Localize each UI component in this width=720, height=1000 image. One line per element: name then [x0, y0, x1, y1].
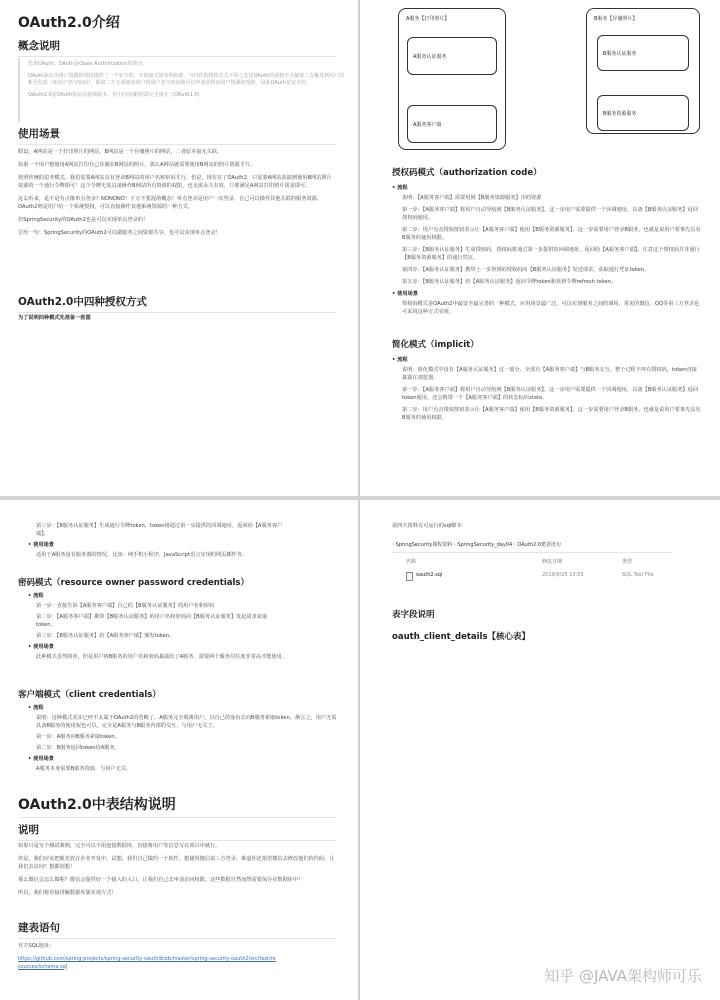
service-a-label: A服务【打印照片】 [406, 16, 450, 22]
field-heading: 表字段说明 [392, 610, 435, 620]
step-line: 说明：【A服务客户端】需要用到【B服务资源服务】中的资源 [402, 195, 542, 201]
document-page-1 [0, 0, 356, 492]
quote-line: OAuth协议为用户资源的授权提供了一个安全的、开放而又简易的标准。与以往的授权方式不同之处是OAuth的授权不会使第三方触及到用户的帐号信息（如用户名与密码），即第三方无需使用用户的用户名与密码就可以申请获得该用户资源的授权，因此OAuth是安全的。 [28, 72, 345, 86]
paragraph: 但SpringSecurity的OAuth2也是可以实现单点登录的！ [18, 217, 149, 223]
modes-note: 为了说明四种模式先准备一张图 [18, 315, 91, 321]
breadcrumb-item[interactable]: OAuth2.0建表语句 [517, 542, 561, 548]
sql-label: 官方SQL地址： [18, 943, 55, 949]
breadcrumb-separator-icon: › [392, 542, 394, 548]
flow-label: 流程 [33, 593, 44, 599]
file-type: SQL Text File [622, 572, 654, 578]
sql-file-icon [406, 572, 413, 581]
column-name[interactable]: 名称 [406, 559, 417, 565]
client-section [28, 704, 338, 773]
b-auth-box [597, 35, 689, 71]
implicit-heading: 简化模式（implicit） [392, 340, 479, 350]
flow-label: 流程 [33, 705, 44, 711]
implicit-usage: 适用于A服务没有服务器的情况。比如：纯手机小程序，JavaScript语言实现的网页插件等。 [36, 552, 248, 558]
sql-link[interactable]: https://github.com/spring-projects/spring-security-oauth/blob/master/spring-security-oauth2/src/test/resources/schema.sql [18, 956, 276, 970]
b-auth-label: B服务认证服务 [603, 51, 637, 57]
usage-bullet: • 使用场景 [392, 291, 418, 297]
page-divider-horizontal [0, 496, 720, 500]
authcode-section [392, 184, 702, 316]
usage-label: 使用场景 [33, 644, 54, 650]
authcode-heading: 授权码模式（authorization code） [392, 168, 542, 178]
authcode-usage: 授权码模式是OAuth2中最安全最完善的一种模式，应用场景最广泛，可以实现服务之间的调用，常见的微信、QQ等第三方登录也可采用这种方式实现。 [402, 301, 700, 315]
client-details-heading: oauth_client_details【核心表】 [392, 632, 531, 642]
step-line: 第四步：【A服务认证服务】携带上一步得到的授权码向【B服务认证服务】发送请求，获取通行凭证token。 [402, 267, 650, 273]
service-b-label: B服务【存储照片】 [594, 16, 638, 22]
file-name: oauth2.sql [416, 572, 443, 578]
a-auth-label: A服务认证服务 [413, 54, 447, 60]
usage-section [18, 148, 336, 237]
breadcrumb-item[interactable]: SpringSecurity课程资料 [395, 542, 453, 548]
paragraph: 按照传统的思考模式，我们需要A网站具有登录B网站的用户名和密码才行，但是，现在有了OAuth2，只需要A网站获取到使用B网站照片资源的一个通行令牌即可！这个令牌无需具备操作B网站所有资源的权限，也无需永久有效，只要满足A网站打印照片需求即可。 [18, 175, 332, 189]
b-resource-label: B服务资源服务 [603, 111, 637, 117]
paragraph: 总结一句：SpringSecurity的OAuth2可以做服务之间资源共享，也可以实现单点登录！ [18, 230, 221, 236]
sql-intro: 第四天资料有可运行的sql脚本： [392, 523, 467, 529]
step-line: 第二步：用户点击授权按钮表示让【A服务客户端】使用【B服务资源服务】，这一步需要用户登录B服务，也就是说用户要事先具有B服务的使用权限。 [402, 227, 701, 241]
flow-label: 流程 [397, 357, 408, 363]
client-heading: 客户端模式（client credentials） [18, 690, 161, 700]
flow-bullet: • 流程 [392, 185, 408, 191]
step-line: token。 [36, 622, 56, 628]
step-line: 端】。 [36, 531, 49, 537]
usage-label: 使用场景 [33, 542, 54, 548]
usage-label: 使用场景 [397, 291, 418, 297]
document-page-4 [362, 502, 720, 1000]
desc-section [18, 842, 336, 897]
flow-bullet: • 流程 [392, 357, 408, 363]
b-resource-box [597, 95, 689, 131]
implicit-continued [28, 522, 336, 559]
column-type[interactable]: 类型 [622, 559, 633, 565]
file-row[interactable] [392, 570, 672, 582]
column-date[interactable]: 修改日期 [542, 559, 563, 565]
step-line: 第二步：【A服务客户端】携带【B服务认证服务】的用户名和密码向【B服务认证服务】发起请求获取 [36, 614, 268, 620]
paragraph: 假设，A网站是一个打印照片的网站，B网站是一个存储照片的网站，二者原本毫无关联。 [18, 149, 223, 155]
paragraph: 那么微信会怎么做呢？微信会提供好一个接入的入口，让我们自己去申请访问权限。这些数据自然而然需要保存在数据库中！ [18, 877, 304, 883]
breadcrumb-separator-icon: › [453, 542, 456, 548]
step-line: 说明：简化模式中没有【A服务认证服务】这一部分，全部有【A服务客户端】与B服务交互，整个过程不再有授权码，token直接暴露在浏览器。 [402, 367, 697, 381]
a-client-label: A服务客户端 [413, 122, 442, 128]
document-page-2 [362, 0, 720, 492]
step-line: 第一步：直接告诉【A服务客户端】自己的【B服务认证服务】的用户名和密码 [36, 603, 215, 609]
step-line: 第二步：B服务返回token给A服务。 [36, 745, 120, 751]
desc-heading: 说明 [18, 822, 336, 841]
service-b-box [586, 8, 700, 134]
step-line: 说明：这种模式其实已经不太属于OAuth2的范畴了。A服务完全脱离用户，以自己的身份去向B服务索取token。换言之，用户无需具备B服务的使用权也可以。完全是A服务与B服务内部的交互，与用户无关了。 [36, 715, 337, 729]
step-line: 第一步：【A服务客户端】将用户自动导航到【B服务认证服务】，这一步用户需要提供一个回调地址，以备【B服务认证服务】返回授权码使用。 [402, 207, 698, 221]
password-section [28, 592, 338, 661]
a-client-box [407, 105, 497, 143]
step-line: 第五步：【B服务认证服务】给【A服务认证服务】返回令牌token和更新令牌refresh token。 [402, 279, 617, 285]
usage-bullet: • 使用场景 [28, 756, 54, 762]
table-structure-title: OAuth2.0中表结构说明 [18, 794, 336, 818]
step-line: 第一步：A服务向B服务索取token。 [36, 734, 120, 740]
step-line: 第二步：用户点击授权按钮表示让【A服务客户端】使用【B服务资源服务】，这一步需要用户登录B服务，也就是说用户要事先具有B服务的使用权限。 [402, 407, 701, 421]
sql-heading: 建表语句 [18, 920, 336, 939]
step-line: 第一步：【A服务客户端】将用户自动导航到【B服务认证服务】，这一步用户需要提供一个回调地址，以备【B服务认证服务】返回token使用，还会携带一个【A服务客户端】的状态标识state。 [402, 387, 698, 401]
implicit-section [392, 356, 702, 422]
step-line: 第三步：【B服务认证服务】给【A服务客户端】颁发token。 [36, 633, 175, 639]
paragraph: 但是，我们应该把眼光放在企业开发中。试想，我们自己做的一个软件，想使用微信第三方登录。难道你还指望微信去修改他们的代码，让我们去访问？想都别想！ [18, 856, 335, 870]
paragraph: 这么听来，是不是有点像单点登录？NONONO！千万不要混淆概念！单点登录是用户一次登录，自己可以操作其他关联的服务资源。OAuth2则是用户给一个系统授权，可以直接操作其他系统资源的一种方式。 [18, 196, 323, 210]
a-auth-box [407, 37, 497, 75]
paragraph: 如果一个用户想使用A网站打印自己存储在B网站的照片，那么A网站就需要使用B网站的照片资源才行。 [18, 162, 256, 168]
document-page-3 [0, 502, 356, 1000]
flow-bullet: • 流程 [28, 705, 44, 711]
usage-bullet: • 使用场景 [28, 542, 54, 548]
breadcrumb-separator-icon: › [513, 542, 516, 548]
client-usage: A服务本身需要B服务资源，与用户无关。 [36, 766, 132, 772]
quote-line: OAuth2.0是OAuth协议的延续版本，但不向前兼容(即完全废止了OAuth1.0)。 [28, 91, 205, 98]
step-line: 第三步：【B服务认证服务】生成通行令牌token，token将通过第一步提供的回调地址，返回给【A服务客户 [36, 523, 283, 529]
usage-label: 使用场景 [33, 756, 54, 762]
password-usage: 此种模式虽然简单，但是用户将B服务的用户名和密码暴露给了A服务，需要两个服务信任度非常高才能使用。 [36, 654, 287, 660]
file-date: 2019/9/25 13:55 [542, 572, 584, 578]
usage-bullet: • 使用场景 [28, 644, 54, 650]
usage-heading: 使用场景 [18, 126, 336, 145]
step-line: 第三步：【B服务认证服务】生成授权码，授权码将通过第一步提供的回调地址，返回给【A服务客户端】。注意这个授权码并非通行【B服务资源服务】的通行凭证。 [402, 247, 700, 261]
page-title: OAuth2.0介绍 [18, 15, 120, 31]
breadcrumb-item[interactable]: SpringSecurity_day04 [457, 542, 513, 548]
flow-bullet: • 流程 [28, 593, 44, 599]
page-divider-vertical [358, 0, 360, 1000]
service-a-box [398, 8, 506, 150]
flow-label: 流程 [397, 185, 408, 191]
concept-heading: 概念说明 [18, 38, 336, 57]
password-heading: 密码模式（resource owner password credentials） [18, 578, 249, 588]
breadcrumb [392, 538, 672, 553]
paragraph: 所以，我们将直接讲解数据库版实现方式！ [18, 890, 117, 896]
paragraph: 如果只是写个测试案例，完全可以不用连接数据库，直接将用户等信息写在项目中就行。 [18, 843, 221, 849]
quote-line: 先说OAuth，OAuth是Open Authorization的简写。 [28, 61, 148, 67]
watermark: 知乎 @JAVA架构师可乐 [544, 967, 702, 985]
concept-quote [18, 58, 346, 122]
modes-heading: OAuth2.0中四种授权方式 [18, 294, 336, 313]
